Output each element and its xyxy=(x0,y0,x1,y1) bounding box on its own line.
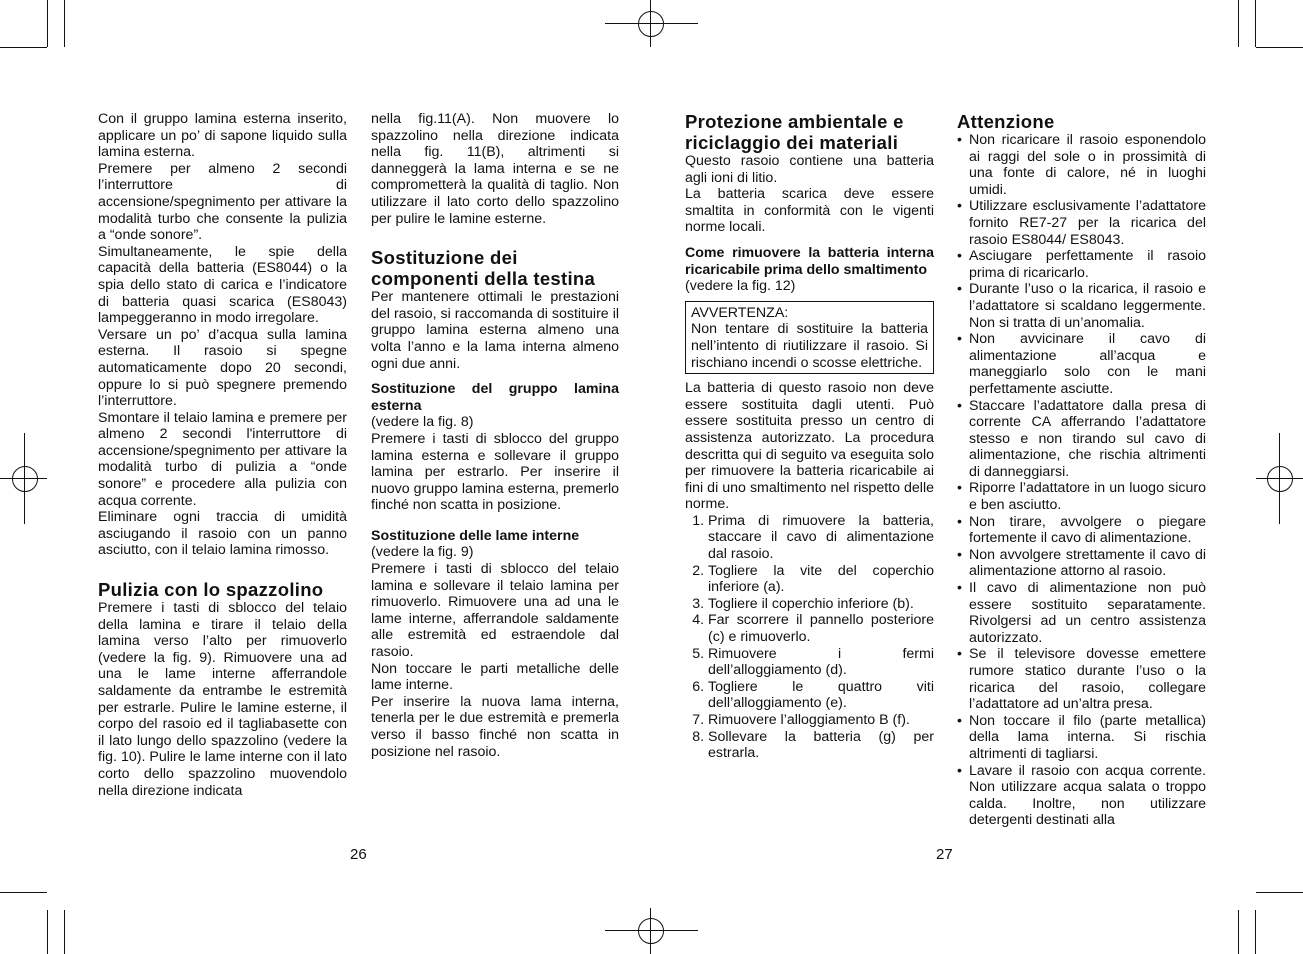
list-item: • Non toccare il filo (parte metallica) della lama interna. Si rischia altrimenti di tagliarsi. xyxy=(969,713,1206,763)
paragraph: Premere i tasti di sblocco del telaio lamina e sollevare il telaio lamina per rimuoverlo. Rimuovere una ad una le lame interne, afferrandole saldamente alle estremità ed estraendole dal rasoio. xyxy=(371,561,619,661)
warning-title: AVVERTENZA: xyxy=(691,304,789,321)
warning-text: Non tentare di sostituire la batteria nell’intento di riutilizzare il rasoio. Si rischiano incendi o scosse elettriche. xyxy=(691,321,928,371)
list-item: 5. Rimuovere i fermi dell’alloggiamento (d). xyxy=(708,646,934,679)
list-item: • Lavare il rasoio con acqua corrente. Non utilizzare acqua salata o troppo calda. Inoltre, non utilizzare detergenti destinati alla xyxy=(969,763,1206,829)
page26-column1 xyxy=(98,111,347,799)
paragraph: Premere i tasti di sblocco del gruppo lamina esterna e sollevare il gruppo lamina per estrarlo. Per inserire il nuovo gruppo lamina esterna, premerlo finché non scatta in posizione. xyxy=(371,430,619,514)
paragraph: Premere i tasti di sblocco del telaio della lamina e tirare il telaio della lamina verso l’alto per rimuoverlo (vedere la fig. 9). Rimuovere una ad una le lame interne afferrandole saldamente da entrambe le estremità per estrarle. Pulire le lamine esterne, il corpo del rasoio ed il tagliabasette con il lato lungo dello spazzolino (vedere la fig. 10). Pulire le lame interne con il lato corto dello spazzolino muovendolo nella direzione indicata xyxy=(98,600,347,799)
paragraph: Per inserire la nuova lama interna, tenerla per le due estremità e premerla verso il basso finché non scatta in posizione nel rasoio. xyxy=(371,693,619,760)
list-item: 7. Rimuovere l’alloggiamento B (f). xyxy=(708,712,934,729)
page-number: 26 xyxy=(350,846,367,863)
paragraph: Non toccare le parti metalliche delle lame interne. xyxy=(371,660,619,694)
paragraph: Per mantenere ottimali le prestazioni del rasoio, si raccomanda di sostituire il gruppo lamina esterna almeno una volta l’anno e la lama interna almeno ogni due anni. xyxy=(371,289,619,372)
caution-list xyxy=(957,132,1206,829)
warning-box xyxy=(685,301,934,374)
paragraph: Questo rasoio contiene una batteria agli ioni di litio. xyxy=(685,153,934,186)
subheading-remove-battery: Come rimuovere la batteria interna ricaricabile prima dello smaltimento xyxy=(685,244,934,278)
paragraph: Con il gruppo lamina esterna inserito, applicare un po’ di sapone liquido sulla lamina esterna. xyxy=(98,111,347,161)
list-item: • Il cavo di alimentazione non può essere sostituito separatamente. Rivolgersi ad un centro assistenza autorizzato. xyxy=(969,580,1206,646)
section-heading-brush: Pulizia con lo spazzolino xyxy=(98,579,324,601)
section-heading-environment: Protezione ambientale e riciclaggio dei materiali xyxy=(685,111,904,153)
list-item: • Non avvicinare il cavo di alimentazione all’acqua e maneggiarlo solo con le mani perfettamente asciutte. xyxy=(969,331,1206,397)
list-item: • Durante l’uso o la ricarica, il rasoio e l’adattatore si scaldano leggermente. Non si tratta di un’anomalia. xyxy=(969,281,1206,331)
list-item: • Riporre l’adattatore in un luogo sicuro e ben asciutto. xyxy=(969,480,1206,513)
paragraph: nella fig.11(A). Non muovere lo spazzolino nella direzione indicata nella fig. 11(B), altrimenti si danneggerà la lama interna e se ne comprometterà la qualità di taglio. Non utilizzare il lato corto dello spazzolino per pulire le lamine esterne. xyxy=(371,111,619,227)
list-item: • Non tirare, avvolgere o piegare fortemente il cavo di alimentazione. xyxy=(969,514,1206,547)
paragraph: Versare un po’ d’acqua sulla lamina esterna. Il rasoio si spegne automaticamente dopo 20 secondi, oppure lo si può spegnere premendo l’interruttore. xyxy=(98,326,347,410)
removal-steps xyxy=(685,513,934,762)
paragraph: Premere per almeno 2 secondi l’interruttore di accensione/spegnimento per attivare la modalità turbo che consente la pulizia a “onde sonore”. xyxy=(98,160,347,244)
figure-reference: (vedere la fig. 12) xyxy=(685,278,796,295)
page-number: 27 xyxy=(936,846,953,863)
section-heading-replace: Sostituzione dei componenti della testina xyxy=(371,247,596,290)
page27-column1 xyxy=(685,111,934,762)
subheading-foil: Sostituzione del gruppo lamina esterna xyxy=(371,381,619,414)
list-item: 1. Prima di rimuovere la batteria, staccare il cavo di alimentazione dal rasoio. xyxy=(708,513,934,563)
list-item: • Non ricaricare il rasoio esponendolo ai raggi del sole o in prossimità di una fonte di calore, né in luoghi umidi. xyxy=(969,132,1206,198)
list-item: • Staccare l’adattatore dalla presa di corrente CA afferrando l’adattatore stesso e non tirando sul cavo di alimentazione, che rischia altrimenti di danneggiarsi. xyxy=(969,398,1206,481)
list-item: 3. Togliere il coperchio inferiore (b). xyxy=(708,596,934,613)
page26-column2 xyxy=(371,111,619,760)
paragraph: Eliminare ogni traccia di umidità asciugando il rasoio con un panno asciutto, con il telaio lamina rimosso. xyxy=(98,509,347,559)
figure-reference: (vedere la fig. 8) xyxy=(371,414,474,431)
list-item: • Non avvolgere strettamente il cavo di alimentazione attorno al rasoio. xyxy=(969,547,1206,580)
page27-column2 xyxy=(957,111,1206,829)
list-item: 6. Togliere le quattro viti dell’alloggiamento (e). xyxy=(708,679,934,712)
figure-reference: (vedere la fig. 9) xyxy=(371,544,474,561)
list-item: 2. Togliere la vite del coperchio inferiore (a). xyxy=(708,563,934,596)
paragraph: Simultaneamente, le spie della capacità della batteria (ES8044) o la spia dello stato di carica e l’indicatore di batteria quasi scarica (ES8043) lampeggeranno in modo irregolare. xyxy=(98,243,347,327)
list-item: • Asciugare perfettamente il rasoio prima di ricaricarlo. xyxy=(969,248,1206,281)
paragraph: La batteria di questo rasoio non deve essere sostituita dagli utenti. Può essere sostituita presso un centro di assistenza autorizzato. La procedura descritta qui di seguito va eseguita solo per rimuovere la batteria ricaricabile ai fini di uno smaltimento nel rispetto delle norme. xyxy=(685,380,934,513)
list-item: • Utilizzare esclusivamente l’adattatore fornito RE7-27 per la ricarica del rasoio ES8044/ ES8043. xyxy=(969,198,1206,248)
subheading-blades: Sostituzione delle lame interne xyxy=(371,527,580,544)
paragraph: Smontare il telaio lamina e premere per almeno 2 secondi l'interruttore di accensione/spegnimento per attivare la modalità turbo di pulizia a “onde sonore” e procedere alla pulizia con acqua corrente. xyxy=(98,409,347,509)
list-item: • Se il televisore dovesse emettere rumore statico durante l’uso o la ricarica del rasoio, collegare l’adattatore ad un’altra presa. xyxy=(969,646,1206,712)
paragraph: La batteria scarica deve essere smaltita in conformità con le vigenti norme locali. xyxy=(685,186,934,236)
list-item: 8. Sollevare la batteria (g) per estrarla. xyxy=(708,729,934,762)
section-heading-caution: Attenzione xyxy=(957,111,1055,132)
list-item: 4. Far scorrere il pannello posteriore (c) e rimuoverlo. xyxy=(708,612,934,645)
